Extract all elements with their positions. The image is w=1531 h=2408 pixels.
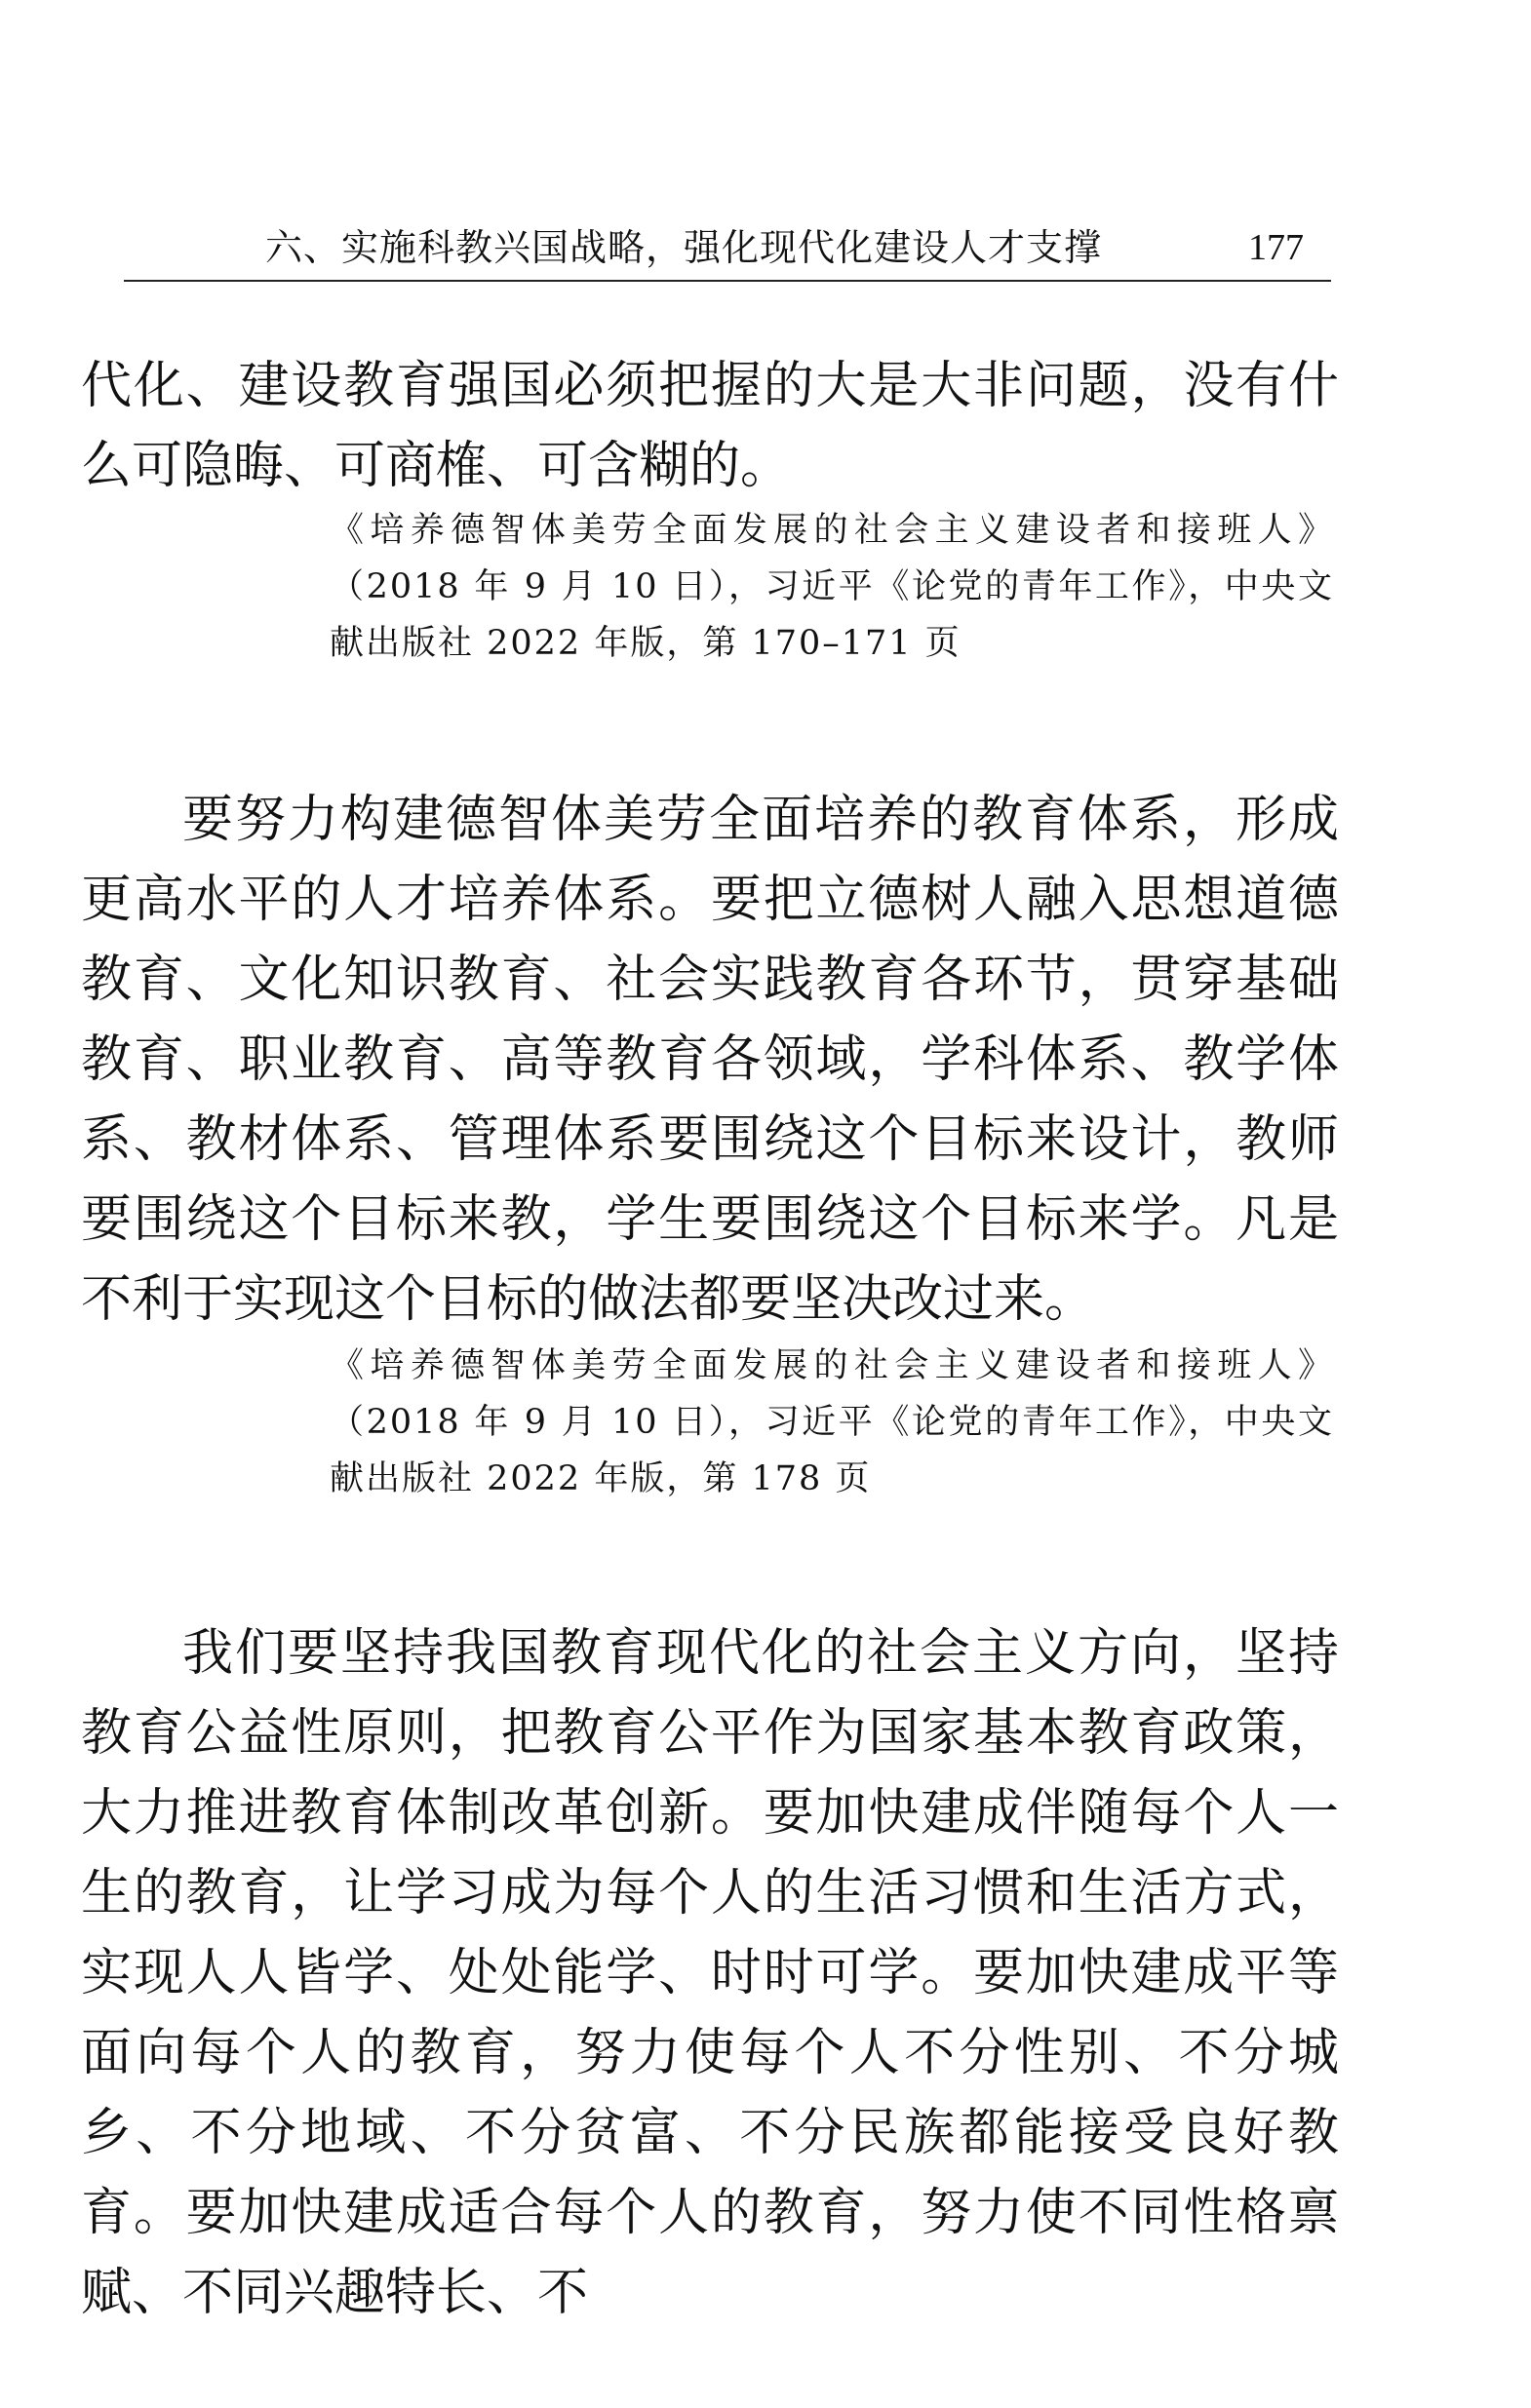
paragraph: 要努力构建德智体美劳全面培养的教育体系，形成更高水平的人才培养体系。要把立德树人融入思想道德教育、文化知识教育、社会实践教育各环节，贯穿基础教育、职业教育、高等教育各领域，学科体系、教学体系、教材体系、管理体系要围绕这个目标来设计，教师要围绕这个目标来教，学生要围绕这个目标来学。凡是不利于实现这个目标的做法都要坚决改过来。 (81, 791, 1339, 1329)
source-citation: 《培养德智体美劳全面发展的社会主义建设者和接班人》（2018 年 9 月 10 日），习近平《论党的青年工作》，中央文献出版社 2022 年版，第 170–171 页 (330, 511, 1334, 663)
chapter-title: 六、实施科教兴国战略，强化现代化建设人才支撑 (265, 226, 1103, 269)
running-header (124, 219, 1331, 282)
paragraph-continued: 代化、建设教育强国必须把握的大是大非问题，没有什么可隐晦、可商榷、可含糊的。 (81, 357, 1339, 495)
paragraph: 我们要坚持我国教育现代化的社会主义方向，坚持教育公益性原则，把教育公平作为国家基本教育政策，大力推进教育体制改革创新。要加快建成伴随每个人一生的教育，让学习成为每个人的生活习惯和生活方式，实现人人皆学、处处能学、时时可学。要加快建成平等面向每个人的教育，努力使每个人不分性别、不分城乡、不分地域、不分贫富、不分民族都能接受良好教育。要加快建成适合每个人的教育，努力使不同性格禀赋、不同兴趣特长、不 (81, 1624, 1339, 2322)
source-citation: 《培养德智体美劳全面发展的社会主义建设者和接班人》（2018 年 9 月 10 日），习近平《论党的青年工作》，中央文献出版社 2022 年版，第 178 页 (330, 1346, 1334, 1498)
page-number: 177 (1248, 227, 1304, 268)
